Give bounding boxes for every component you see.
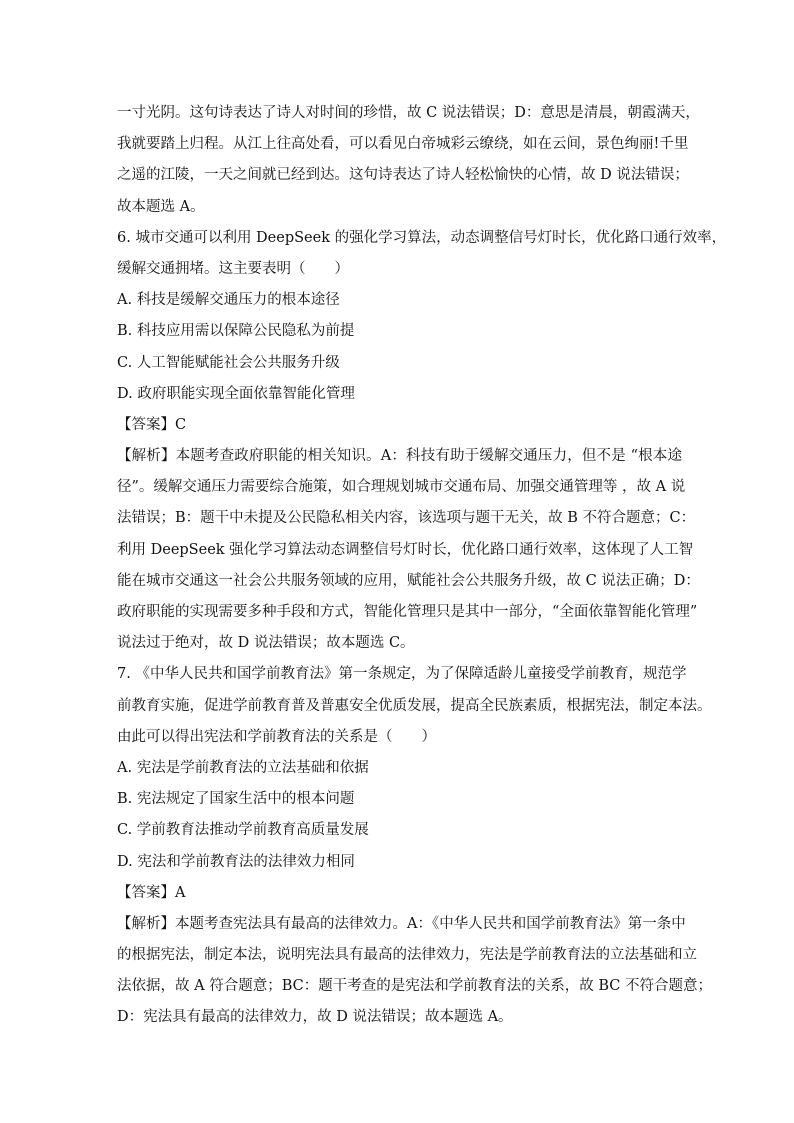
question-6-option-c: C. 人工智能赋能社会公共服务升级	[117, 354, 340, 371]
explanation-q5-line-1: 一寸光阴。这句诗表达了诗人对时间的珍惜，故 C 说法错误；D：意思是清晨，朝霞满天，	[117, 105, 700, 121]
question-6-explanation-line-2: 径”。缓解交通压力需要综合施策，如合理规划城市交通布局、加强交通管理等 ，故 A 说	[117, 479, 686, 496]
explanation-q5-line-2: 我就要踏上归程。从江上往高处看，可以看见白帝城彩云缭绕，如在云间，景色绚丽!千里	[117, 136, 689, 153]
question-6-stem-line-1: 6. 城市交通可以利用 DeepSeek 的强化学习算法，动态调整信号灯时长，优化路口通行效率，	[117, 229, 727, 246]
explanation-q5-conclusion: 故本题选 A。	[117, 198, 205, 215]
explanation-q5-line-3: 之遥的江陵，一天之间就已经到达。这句诗表达了诗人轻松愉快的心情，故 D 说法错误；	[117, 167, 689, 184]
question-7-explanation-line-2: 的根据宪法，制定本法，说明宪法具有最高的法律效力，宪法是学前教育法的立法基础和立	[117, 947, 697, 964]
question-7-option-c: C. 学前教育法推动学前教育高质量发展	[117, 822, 369, 839]
question-6-explanation-line-5: 能在城市交通这一社会公共服务领域的应用，赋能社会公共服务升级，故 C 说法正确；D：	[117, 572, 700, 589]
question-7-option-a: A. 宪法是学前教育法的立法基础和依据	[117, 759, 369, 776]
question-7-explanation-line-4: D：宪法具有最高的法律效力，故 D 说法错误；故本题选 A。	[117, 1009, 513, 1026]
question-7-stem-line-2: 前教育实施，促进学前教育普及普惠安全优质发展，提高全民族素质，根据宪法，制定本法。	[117, 697, 712, 714]
question-7-stem-line-1: 7. 《中华人民共和国学前教育法》第一条规定，为了保障适龄儿童接受学前教育，规范学	[117, 666, 687, 683]
question-6-explanation-line-4: 利用 DeepSeek 强化学习算法动态调整信号灯时长，优化路口通行效率，这体现了人工智	[117, 541, 694, 558]
question-7-option-b: B. 宪法规定了国家生活中的根本问题	[117, 791, 355, 808]
question-7-explanation-line-3: 法依据，故 A 符合题意；BC：题干考查的是宪法和学前教育法的关系，故 BC 不符合题意；	[117, 978, 712, 995]
question-7-option-d: D. 宪法和学前教育法的法律效力相同	[117, 853, 355, 870]
question-6-option-d: D. 政府职能实现全面依靠智能化管理	[117, 385, 355, 402]
document-page	[117, 98, 727, 1034]
question-7-stem-line-3: 由此可以得出宪法和学前教育法的关系是（ ）	[117, 728, 436, 745]
question-6-option-a: A. 科技是缓解交通压力的根本途径	[117, 292, 340, 309]
question-7-explanation-line-1: 【解析】本题考查宪法具有最高的法律效力。A：《中华人民共和国学前教育法》第一条中	[117, 915, 686, 932]
question-6-explanation-line-1: 【解析】本题考查政府职能的相关知识。A：科技有助于缓解交通压力，但不是 “根本途	[117, 448, 682, 465]
question-6-option-b: B. 科技应用需以保障公民隐私为前提	[117, 323, 355, 340]
question-6-explanation-line-6: 政府职能的实现需要多种手段和方式，智能化管理只是其中一部分，“全面依靠智能化管理”	[117, 604, 698, 620]
question-6-explanation-line-3: 法错误；B：题干中未提及公民隐私相关内容，该选项与题干无关，故 B 不符合题意；C：	[117, 510, 696, 527]
question-6-stem-line-2: 缓解交通拥堵。这主要表明（ ）	[117, 260, 349, 277]
question-7-answer: 【答案】A	[117, 884, 186, 901]
question-6-explanation-line-7: 说法过于绝对，故 D 说法错误；故本题选 C。	[117, 635, 415, 652]
question-6-answer: 【答案】C	[117, 416, 187, 433]
